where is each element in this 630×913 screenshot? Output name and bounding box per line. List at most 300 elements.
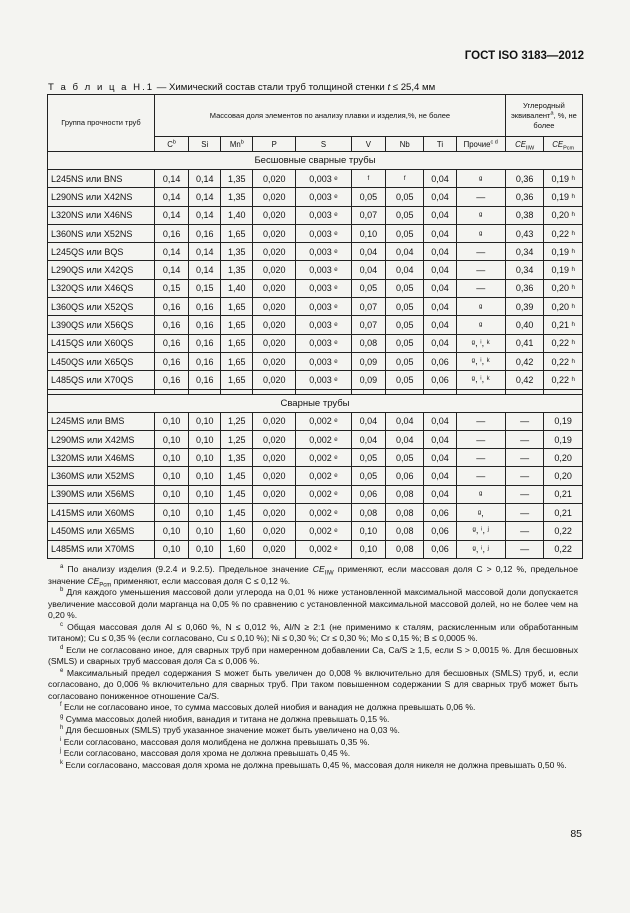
value-cell: 0,14 (189, 188, 221, 206)
grade-cell: L390QS или X56QS (48, 316, 155, 334)
table-row (48, 485, 583, 503)
table-row (48, 540, 583, 558)
value-cell: 0,020 (253, 467, 296, 485)
value-cell: 0,09 (351, 371, 385, 389)
value-cell: 0,19 (544, 412, 583, 430)
value-cell: 0,003 ᵉ (296, 261, 352, 279)
col-head (385, 137, 424, 152)
grade-cell: L290QS или X42QS (48, 261, 155, 279)
table-row (48, 206, 583, 224)
col-head (189, 137, 221, 152)
value-cell: 0,020 (253, 170, 296, 188)
value-cell: — (456, 449, 505, 467)
value-cell: 1,45 (221, 504, 253, 522)
value-cell: 0,020 (253, 352, 296, 370)
value-cell: 1,35 (221, 449, 253, 467)
caption-lead: Т а б л и ц а Н.1 (48, 82, 155, 93)
value-cell: 0,10 (189, 430, 221, 448)
table-row (48, 371, 583, 389)
value-cell: ᵍ (456, 206, 505, 224)
col-head (253, 137, 296, 152)
table-row (48, 261, 583, 279)
value-cell: 0,16 (189, 352, 221, 370)
grade-cell: L245QS или BQS (48, 243, 155, 261)
col-head-label: Si (201, 139, 209, 149)
value-cell: — (505, 467, 544, 485)
value-cell: 0,07 (351, 298, 385, 316)
value-cell: ᵍ, (456, 504, 505, 522)
head-carbon-tail: , %, не более (533, 110, 577, 130)
col-head-sup: b (240, 138, 244, 145)
value-cell: 0,05 (385, 224, 424, 242)
table-row (48, 522, 583, 540)
value-cell: 0,05 (385, 449, 424, 467)
value-cell: 0,002 ᵉ (296, 430, 352, 448)
table-caption (48, 82, 435, 93)
value-cell: — (505, 522, 544, 540)
value-cell: 0,04 (424, 485, 456, 503)
value-cell: 0,002 ᵉ (296, 522, 352, 540)
value-cell: 0,10 (189, 522, 221, 540)
grade-cell: L390MS или X56MS (48, 485, 155, 503)
value-cell: 1,35 (221, 188, 253, 206)
value-cell: 0,09 (351, 352, 385, 370)
value-cell: 0,06 (351, 485, 385, 503)
value-cell: 1,35 (221, 170, 253, 188)
col-head (351, 137, 385, 152)
value-cell: 0,22 (544, 540, 583, 558)
value-cell: 0,10 (351, 522, 385, 540)
value-cell: 1,40 (221, 206, 253, 224)
col-head-label: Ti (436, 139, 444, 149)
value-cell: 0,34 (505, 261, 544, 279)
grade-cell: L415MS или X60MS (48, 504, 155, 522)
value-cell: 0,003 ᵉ (296, 279, 352, 297)
table-row (48, 279, 583, 297)
value-cell: 0,14 (189, 206, 221, 224)
value-cell: 0,20 ʰ (544, 206, 583, 224)
value-cell: 0,020 (253, 540, 296, 558)
value-cell: 0,20 (544, 467, 583, 485)
value-cell: 0,05 (385, 188, 424, 206)
value-cell: 0,04 (424, 412, 456, 430)
grade-cell: L290MS или X42MS (48, 430, 155, 448)
grade-cell: L450QS или X65QS (48, 352, 155, 370)
value-cell: 0,020 (253, 371, 296, 389)
value-cell: 0,04 (385, 412, 424, 430)
value-cell: 0,003 ᵉ (296, 334, 352, 352)
footnote: $^b$ Для каждого уменьшения массовой доли углерода на 0,01 % ниже установленной максимальной массовой доли допускается увеличение массовой доли марганца на 0,05 % по сравнению с установленной максимальной массовой долей, но не более чем на 0,20 %. (48, 587, 578, 620)
value-cell: 0,14 (189, 261, 221, 279)
value-cell: 0,003 ᵉ (296, 371, 352, 389)
value-cell: 0,14 (189, 170, 221, 188)
value-cell: ᵍ, ⁱ, ʲ (456, 522, 505, 540)
ce-pcm-head-label: CE (552, 139, 564, 149)
value-cell: 1,65 (221, 334, 253, 352)
table-row (48, 316, 583, 334)
ce-pcm-head-sub: Pcm (563, 145, 575, 152)
footnotes (48, 564, 578, 771)
col-head-label: V (365, 139, 371, 149)
value-cell: — (456, 279, 505, 297)
footnote: $^j$ Если согласовано, массовая доля хрома не должна превышать 0,45 %. (60, 748, 351, 758)
value-cell: 0,40 (505, 316, 544, 334)
footnote: $^e$ Максимальный предел содержания S может быть увеличен до 0,008 % включительно для бесшовных (SMLS) труб, и, если согласовано, до 0,006 % включительно для сварных труб. При таком повышенном содержании S для сварных труб может быть согласовано пониженное отношение Ca/S. (48, 667, 578, 701)
value-cell: — (505, 412, 544, 430)
value-cell: 0,43 (505, 224, 544, 242)
value-cell: 0,08 (385, 540, 424, 558)
value-cell: 0,16 (154, 316, 188, 334)
value-cell: 0,003 ᵉ (296, 188, 352, 206)
value-cell: 0,08 (351, 334, 385, 352)
value-cell: 0,002 ᵉ (296, 540, 352, 558)
col-head-label: P (271, 139, 277, 149)
head-group: Группа прочности труб (48, 95, 155, 152)
value-cell: 0,10 (154, 540, 188, 558)
value-cell: 0,06 (424, 504, 456, 522)
value-cell: — (456, 430, 505, 448)
value-cell: 0,10 (154, 449, 188, 467)
value-cell: 0,14 (154, 261, 188, 279)
value-cell: 0,10 (189, 504, 221, 522)
ce-iiw-head-sub: IIW (525, 145, 535, 152)
col-head (154, 137, 188, 152)
footnote: $^a$ По анализу изделия (9.2.4 и 9.2.5). Предельное значение $CE_{IIW}$ применяют, если массовая доля C > 0,12 %, предельное значение $CE_{Pcm}$ применяют, если массовая доля C ≤ 0,12 %. (48, 564, 578, 589)
value-cell: — (456, 243, 505, 261)
value-cell: 0,19 ʰ (544, 170, 583, 188)
value-cell: 0,08 (385, 522, 424, 540)
value-cell: 0,003 ᵉ (296, 298, 352, 316)
value-cell: 0,14 (154, 243, 188, 261)
value-cell: 0,20 (544, 449, 583, 467)
value-cell: — (456, 412, 505, 430)
value-cell: 0,002 ᵉ (296, 412, 352, 430)
value-cell: 0,04 (424, 467, 456, 485)
value-cell: 0,04 (424, 279, 456, 297)
value-cell: 0,19 ʰ (544, 188, 583, 206)
value-cell: — (456, 188, 505, 206)
value-cell: 0,04 (424, 316, 456, 334)
value-cell: 1,45 (221, 485, 253, 503)
value-cell: ᵍ (456, 224, 505, 242)
value-cell: ᶠ (351, 170, 385, 188)
value-cell: ᵍ (456, 316, 505, 334)
value-cell: 0,020 (253, 430, 296, 448)
col-head-sup: b (172, 138, 176, 145)
caption-tail: ≤ 25,4 мм (390, 82, 436, 93)
value-cell: 1,25 (221, 412, 253, 430)
value-cell: 0,04 (351, 412, 385, 430)
footnote: $^c$ Общая массовая доля Al ≤ 0,060 %, N ≤ 0,012 %, Al/N ≥ 2:1 (не применимо к сталям, раскисленным или обработанным титаном); Cu ≤ 0,35 % (если согласовано, Cu ≤ 0,10 %); Ni ≤ 0,30 %; Cr ≤ 0,30 %; Mo ≤ 0,15 %; B ≤ 0,0005 %. (48, 621, 578, 643)
value-cell: 0,06 (424, 352, 456, 370)
value-cell: 1,60 (221, 522, 253, 540)
col-head (424, 137, 456, 152)
col-head (296, 137, 352, 152)
col-head-label: Прочие (463, 139, 491, 149)
value-cell: 0,10 (351, 224, 385, 242)
value-cell: 0,10 (154, 522, 188, 540)
col-head-label: C (167, 139, 173, 149)
value-cell: 0,36 (505, 188, 544, 206)
col-head (221, 137, 253, 152)
value-cell: 1,40 (221, 279, 253, 297)
value-cell: 0,05 (385, 206, 424, 224)
value-cell: 1,65 (221, 371, 253, 389)
value-cell: 0,10 (351, 540, 385, 558)
value-cell: 1,35 (221, 243, 253, 261)
value-cell: 0,16 (189, 316, 221, 334)
value-cell: 0,15 (154, 279, 188, 297)
value-cell: 0,06 (424, 540, 456, 558)
footnote: $^g$ Сумма массовых долей ниобия, ванадия и титана не должна превышать 0,15 %. (60, 713, 390, 724)
value-cell: 0,003 ᵉ (296, 352, 352, 370)
value-cell: 0,04 (424, 261, 456, 279)
grade-cell: L245MS или BMS (48, 412, 155, 430)
value-cell: 0,04 (424, 243, 456, 261)
value-cell: 0,34 (505, 243, 544, 261)
col-head-label: Mn (229, 139, 241, 149)
value-cell: 0,020 (253, 485, 296, 503)
value-cell: 0,04 (424, 206, 456, 224)
value-cell: 0,42 (505, 352, 544, 370)
value-cell: 0,002 ᵉ (296, 485, 352, 503)
value-cell: 0,16 (189, 224, 221, 242)
ce-iiw-head-label: CE (515, 139, 526, 149)
value-cell: 0,20 ʰ (544, 279, 583, 297)
table-row (48, 243, 583, 261)
document-header: ГОСТ ISO 3183—2012 (464, 50, 584, 62)
value-cell: 0,05 (385, 298, 424, 316)
page-number: 85 (570, 828, 582, 840)
value-cell: 1,60 (221, 540, 253, 558)
value-cell: 0,002 ᵉ (296, 467, 352, 485)
footnote: $^f$ Если не согласовано иное, то сумма массовых долей ниобия и ванадия не должна превышать 0,06 %. (60, 702, 476, 712)
value-cell: 0,41 (505, 334, 544, 352)
value-cell: 0,04 (385, 430, 424, 448)
value-cell: 0,10 (189, 485, 221, 503)
value-cell: 0,36 (505, 279, 544, 297)
value-cell: 0,07 (351, 206, 385, 224)
value-cell: — (456, 467, 505, 485)
col-head-label: S (320, 139, 327, 149)
head-carbon-sup: a (550, 110, 554, 116)
ce-pcm-head (544, 137, 583, 152)
value-cell: — (456, 261, 505, 279)
grade-cell: L360MS или X52MS (48, 467, 155, 485)
value-cell: — (505, 540, 544, 558)
value-cell: 0,020 (253, 412, 296, 430)
table-row (48, 188, 583, 206)
value-cell: 0,020 (253, 449, 296, 467)
value-cell: 0,003 ᵉ (296, 224, 352, 242)
footnote: $^i$ Если согласовано, массовая доля молибдена не должна превышать 0,35 %. (60, 736, 370, 747)
table-row (48, 298, 583, 316)
section-title: Бесшовные сварные трубы (48, 152, 583, 170)
value-cell: 0,10 (189, 449, 221, 467)
grade-cell: L290NS или X42NS (48, 188, 155, 206)
value-cell: 0,16 (154, 298, 188, 316)
value-cell: 0,05 (385, 334, 424, 352)
value-cell: 0,21 (544, 504, 583, 522)
value-cell: 0,16 (189, 371, 221, 389)
value-cell: 0,020 (253, 261, 296, 279)
value-cell: 0,08 (351, 504, 385, 522)
head-carbon (505, 95, 582, 137)
value-cell: ᵍ, ⁱ, ᵏ (456, 352, 505, 370)
value-cell: 0,020 (253, 206, 296, 224)
value-cell: 0,22 ʰ (544, 371, 583, 389)
value-cell: 1,45 (221, 467, 253, 485)
value-cell: 0,05 (385, 352, 424, 370)
value-cell: 1,65 (221, 224, 253, 242)
head-mass: Массовая доля элементов по анализу плавки и изделия,%, не более (154, 95, 505, 137)
value-cell: 0,05 (385, 316, 424, 334)
value-cell: 0,20 ʰ (544, 298, 583, 316)
table-row (48, 430, 583, 448)
value-cell: 0,16 (189, 298, 221, 316)
value-cell: 0,020 (253, 298, 296, 316)
value-cell: 0,14 (189, 243, 221, 261)
table-row (48, 449, 583, 467)
value-cell: 0,14 (154, 206, 188, 224)
value-cell: 0,002 ᵉ (296, 504, 352, 522)
value-cell: 0,22 (544, 522, 583, 540)
value-cell: 0,10 (189, 467, 221, 485)
value-cell: 0,04 (351, 243, 385, 261)
value-cell: 0,16 (154, 371, 188, 389)
value-cell: 0,002 ᵉ (296, 449, 352, 467)
value-cell: 0,08 (385, 485, 424, 503)
value-cell: 0,42 (505, 371, 544, 389)
grade-cell: L245NS или BNS (48, 170, 155, 188)
value-cell: 0,05 (351, 467, 385, 485)
value-cell: ᵍ, ⁱ, ʲ (456, 540, 505, 558)
value-cell: 0,05 (385, 279, 424, 297)
value-cell: 0,04 (351, 430, 385, 448)
value-cell: 0,10 (154, 430, 188, 448)
value-cell: 0,16 (154, 334, 188, 352)
value-cell: 0,06 (424, 522, 456, 540)
grade-cell: L360QS или X52QS (48, 298, 155, 316)
footnote: $^h$ Для бесшовных (SMLS) труб указанное значение может быть увеличено на 0,03 %. (60, 725, 400, 735)
ce-iiw-head (505, 137, 544, 152)
grade-cell: L450MS или X65MS (48, 522, 155, 540)
value-cell: 0,07 (351, 316, 385, 334)
value-cell: 0,04 (385, 261, 424, 279)
value-cell: 0,04 (424, 334, 456, 352)
value-cell: 0,04 (424, 170, 456, 188)
value-cell: 0,19 (544, 430, 583, 448)
value-cell: 0,05 (385, 371, 424, 389)
grade-cell: L320QS или X46QS (48, 279, 155, 297)
value-cell: 0,04 (351, 261, 385, 279)
value-cell: 0,020 (253, 224, 296, 242)
value-cell: 0,04 (424, 224, 456, 242)
value-cell: 0,10 (189, 540, 221, 558)
value-cell: 0,003 ᵉ (296, 243, 352, 261)
value-cell: 0,06 (424, 371, 456, 389)
grade-cell: L320NS или X46NS (48, 206, 155, 224)
value-cell: 0,003 ᵉ (296, 316, 352, 334)
value-cell: 0,19 ʰ (544, 261, 583, 279)
value-cell: 0,22 ʰ (544, 352, 583, 370)
value-cell: 0,04 (424, 449, 456, 467)
value-cell: 0,21 ʰ (544, 316, 583, 334)
value-cell: 0,04 (424, 298, 456, 316)
value-cell: 0,020 (253, 504, 296, 522)
value-cell: 0,15 (189, 279, 221, 297)
caption-text: — Химический состав стали труб толщиной стенки (154, 82, 388, 93)
table-row (48, 352, 583, 370)
value-cell: 1,25 (221, 430, 253, 448)
grade-cell: L485MS или X70MS (48, 540, 155, 558)
value-cell: 0,020 (253, 334, 296, 352)
value-cell: 0,05 (351, 449, 385, 467)
value-cell: 0,08 (385, 504, 424, 522)
table-row (48, 467, 583, 485)
value-cell: 0,10 (154, 467, 188, 485)
grade-cell: L415QS или X60QS (48, 334, 155, 352)
value-cell: 0,003 ᵉ (296, 170, 352, 188)
grade-cell: L360NS или X52NS (48, 224, 155, 242)
value-cell: 0,020 (253, 243, 296, 261)
value-cell: 0,10 (154, 412, 188, 430)
value-cell: ᵍ (456, 298, 505, 316)
value-cell: 1,65 (221, 316, 253, 334)
value-cell: 0,003 ᵉ (296, 206, 352, 224)
value-cell: ᶠ (385, 170, 424, 188)
grade-cell: L485QS или X70QS (48, 371, 155, 389)
value-cell: 0,16 (189, 334, 221, 352)
value-cell: — (505, 485, 544, 503)
value-cell: 0,39 (505, 298, 544, 316)
footnote: $^k$ Если согласовано, массовая доля хрома не должна превышать 0,45 %, массовая доля никеля не должна превышать 0,50 %. (60, 759, 567, 770)
value-cell: 1,65 (221, 298, 253, 316)
col-head-sup: c d (490, 138, 498, 145)
value-cell: 0,22 ʰ (544, 224, 583, 242)
value-cell: 0,04 (424, 188, 456, 206)
value-cell: 0,21 (544, 485, 583, 503)
col-head (456, 137, 505, 152)
value-cell: 0,14 (154, 188, 188, 206)
table-row (48, 334, 583, 352)
value-cell: 0,04 (385, 243, 424, 261)
value-cell: — (505, 430, 544, 448)
value-cell: ᵍ, ⁱ, ᵏ (456, 334, 505, 352)
value-cell: ᵍ (456, 485, 505, 503)
value-cell: 0,05 (351, 279, 385, 297)
value-cell: 0,16 (154, 224, 188, 242)
table-row (48, 170, 583, 188)
caption-t: t (387, 82, 391, 93)
value-cell: 0,04 (424, 430, 456, 448)
value-cell: 0,06 (385, 467, 424, 485)
value-cell: 1,65 (221, 352, 253, 370)
value-cell: 0,020 (253, 279, 296, 297)
grade-cell: L320MS или X46MS (48, 449, 155, 467)
value-cell: 0,16 (154, 352, 188, 370)
value-cell: 0,020 (253, 316, 296, 334)
value-cell: 0,14 (154, 170, 188, 188)
section-title: Сварные трубы (48, 394, 583, 412)
value-cell: 0,36 (505, 170, 544, 188)
table-row (48, 504, 583, 522)
value-cell: 0,19 ʰ (544, 243, 583, 261)
table-row (48, 224, 583, 242)
value-cell: 0,020 (253, 188, 296, 206)
value-cell: — (505, 449, 544, 467)
value-cell: — (505, 504, 544, 522)
